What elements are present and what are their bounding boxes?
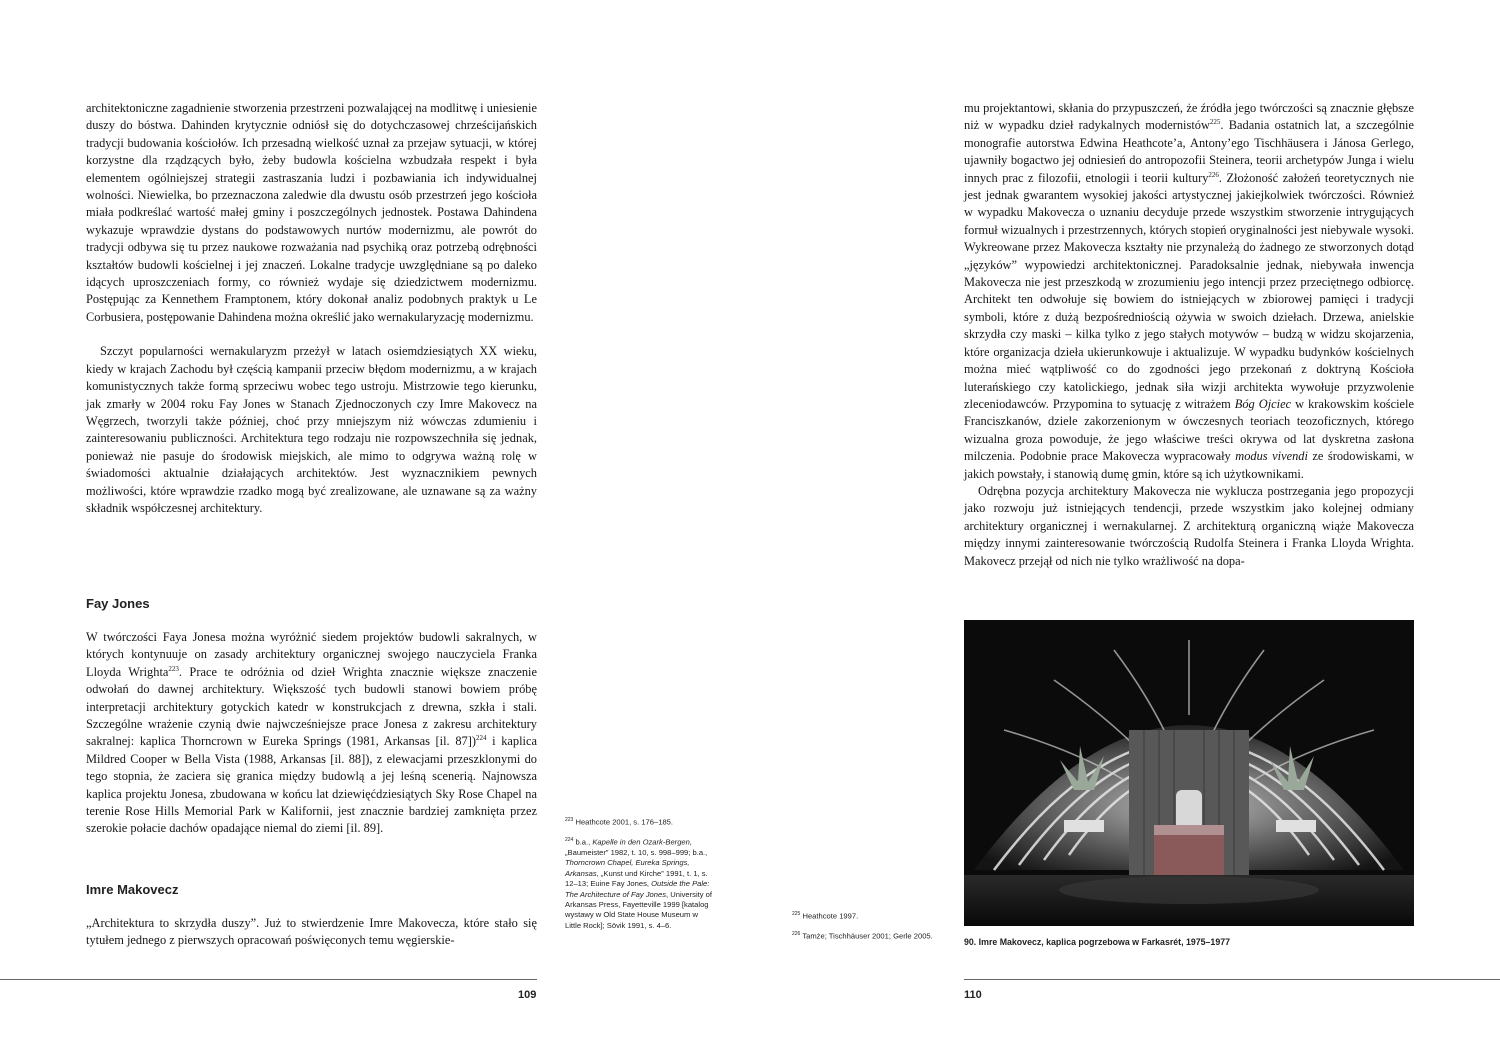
footnote-226	[792, 929, 942, 942]
italic-title: Bóg Ojciec	[1234, 396, 1292, 411]
paragraph-part: . Złożoność założeń teoretycznych nie jest jednak gwarantem wysokiej jakości artystycznej jakiejkolwiek twórczości. Również w wypadku Makovecza o uznaniu decyduje przede wszystkim stworzenie intrygujących formuł wizualnych i przestrzennych, których stopień oryginalności jest niebywale wysoki. Wykreowane przez Makovecza kształty nie przynależą do żadnego ze stworzonych dotąd „języków” wypowiedzi architektonicznej. Paradoksalnie jednak, niebywała inwencja Makovecza nie jest przeszkodą w zrozumieniu jego intencji przez przeciętnego odbiorcę. Architekt ten odwołuje się bowiem do istniejących w zbiorowej pamięci i tradycji symboli, które z dużą bezpośredniością ożywia w swoich dziełach. Drzewa, anielskie skrzydła czy maski – kilka tylko z jego stałych motywów – budzą w widzu skojarzenia, które organizacja dzieła ukierunkowuje i aktualizuje. W wypadku budynków kościelnych można mieć wątpliwość co do zgodności jego przekonań z doktryną Kościoła luterańskiego czy katolickiego, jednak siła wizji architekta wywołuje przyzwolenie zleceniodawców. Przypomina to sytuację z witrażem	[964, 170, 1414, 411]
paragraph-part: ze środowiskami, w jakich powstały, i stanowią dumę gmin, które są ich użytkownikami.	[964, 449, 1414, 481]
footnote-ref-224: 224	[475, 734, 487, 743]
right-page	[750, 0, 1500, 1061]
bottom-rule-right	[964, 979, 1500, 980]
page-number-right: 110	[964, 989, 982, 1001]
footnote-225	[792, 909, 942, 922]
paragraph	[964, 100, 1414, 483]
section-heading-fay-jones: Fay Jones	[86, 596, 150, 611]
right-text-top	[964, 100, 1414, 570]
left-text-fay	[86, 629, 537, 838]
footnote-224	[565, 835, 715, 931]
paragraph: Odrębna pozycja architektury Makovecza nie wyklucza postrzegania jego propozycji jako rozwoju już istniejących tendencji, przede wszystkim jako kolejnej odmiany architektury organicznej i wernakularnej. Z architekturą organiczną wiąże Makovecza między innymi zainteresowanie twórczością Rudolfa Steinera i Franka Lloyda Wrighta. Makovecz przejął od nich nie tylko wrażliwość na dopa-	[964, 483, 1414, 568]
page-number-left: 109	[518, 989, 537, 1001]
section-heading-imre-makovecz: Imre Makovecz	[86, 882, 179, 897]
footnote-italic: Kapelle in den Ozark-Bergen,	[592, 837, 692, 847]
paragraph-part: w krakowskim kościele Franciszkanów, dziele zakorzenionym w ówczesnych teoriach teozoficznych, którego wizualna groza powoduje, że jego właściwe treści okrywa od lat dyskretna zasłona milczenia. Podobnie prace Makovecza wypracowały	[964, 396, 1414, 464]
paragraph-part: mu projektantowi, skłania do przypuszczeń, że źródła jego twórczości są znacznie głębsze niż w wypadku dzieł radykalnych modernistów	[964, 101, 1414, 133]
paragraph-part: . Badania ostatnich lat, a szczególnie monografie autorstwa Edwina Heathcote’a, Antony’ego Tischhäusera i Jánosa Gerlego, ujawniły bogactwo jej odniesień do antropozofii Steinera, teorii archetypów Junga i wielu innych prac z filozofii, etnologii i teorii kultury	[964, 118, 1414, 185]
footnote-ref-223: 223	[168, 664, 179, 673]
footnote-text: Heathcote 2001, s. 176–185.	[575, 817, 673, 827]
footnote-text: Tamże; Tischhäuser 2001; Gerle 2005.	[802, 931, 933, 941]
chapel-interior-photo	[964, 620, 1414, 926]
footnote-number: 223	[565, 817, 574, 823]
bottom-rule-left	[0, 979, 537, 980]
paragraph-part: W twórczości Faya Jonesa można wyróżnić siedem projektów budowli sakralnych, w których kontynuuje on zasady architektury organicznej swojego nauczyciela Franka Lloyda Wrighta	[86, 630, 537, 679]
footnote-text: „Baumeister” 1982, t. 10, s. 998–999; b.a.,	[565, 847, 708, 857]
footnote-italic: Outside the Pale: The Architecture of Fay Jones	[565, 879, 710, 899]
footnote-ref-225: 225	[1209, 118, 1221, 127]
footnote-number: 226	[792, 930, 801, 937]
figure-caption: 90. Imre Makovecz, kaplica pogrzebowa w Farkasrét, 1975–1977	[964, 937, 1231, 947]
footnotes-left	[565, 815, 715, 938]
paragraph	[86, 629, 537, 838]
left-text-makovecz	[86, 915, 537, 950]
italic-phrase: modus vivendi	[1235, 449, 1308, 464]
footnote-223	[565, 815, 715, 828]
paragraph: Szczyt popularności wernakularyzm przeżył w latach osiemdziesiątych XX wieku, kiedy w krajach Zachodu był częścią kampanii przeciw błędom modernizmu, a w krajach komunistycznych także formą sprzeciwu wobec tego ustroju. Mistrzowie tego kierunku, jak zmarły w 2004 roku Fay Jones w Stanach Zjednoczonych czy Imre Makovecz na Węgrzech, tworzyli także później, choć przy mniejszym niż wówczas zdumieniu i zainteresowaniu publiczności. Architektura tego rodzaju nie rozpowszechniła się jednak, ponieważ nie pasuje do środowisk miejskich, ale mimo to odgrywa ważną rolę w świadomości aktualnie działających architektów. Jest wyznacznikiem pewnych możliwości, które wprawdzie rzadko mogą być zrealizowane, ale uznawane są za ważny składnik współczesnej architektury.	[86, 344, 537, 515]
left-text-top	[86, 100, 537, 517]
paragraph-part: i kaplica Mildred Cooper w Bella Vista (1988, Arkansas [il. 88]), z elewacjami przeszklonymi do tego stopnia, że zaciera się granica między budowlą a jej leśną scenerią. Najnowsza kaplica projektu Jonesa, zbudowana w końcu lat dziewięćdziesiątych Sky Rose Chapel na terenie Rose Hills Memorial Park w Kalifornii, jest znacznie bardziej zamknięta przez szerokie połacie dachów opadające niemal do ziemi [il. 89].	[86, 734, 538, 836]
footnote-text: Heathcote 1997.	[802, 911, 859, 921]
paragraph: architektoniczne zagadnienie stworzenia przestrzeni pozwalającej na modlitwę i uniesienie duszy do bóstwa. Dahinden krytycznie odniósł się do dotychczasowej chrześcijańskich tradycji budowania kościołów. Ich przesadną wielkość uznał za przejaw sytuacji, w której korzystne dla rządzących było, żeby budowla kościelna wzbudzała respekt i była elementem ogólniejszej strategii zastraszania ludzi i pozbawiania ich indywidualnej wolności. Niewielka, bo przeznaczona zaledwie dla dwustu osób przestrzeń jego kościoła miała podkreślać wartość małej gminy i poszczególnych jednostek. Postawa Dahindena wykazuje wprawdzie dystans do podstawowych nurtów modernizmu, ale powrót do tradycji odbywa się tu przez naukowe rozważania nad psychiką oraz potrzebą odrębności kształtów budowli kościelnej i jej znaczeń. Lokalne tradycje uwzględniane są po daleko idących uproszczeniach formy, co również wydaje się dziedzictwem modernizmu. Postępując za Kennethem Framptonem, który dokonał analiz podobnych praktyk u Le Corbusiera, postępowanie Dahindena można określić jako wernakularyzację modernizmu.	[86, 101, 537, 324]
footnote-ref-226: 226	[1208, 170, 1219, 179]
footnote-text: , „Kunst und Kirche” 1991, t. 1, s. 12–13; Euine Fay Jones,	[565, 868, 708, 889]
footnotes-right	[792, 909, 942, 949]
paragraph: „Architektura to skrzydła duszy”. Już to stwierdzenie Imre Makovecza, które stało się tytułem jednego z pierwszych opracowań poświęconych temu węgierskie-	[86, 916, 537, 948]
footnote-italic: Thorncrown Chapel, Eureka Springs, Arkansas	[565, 858, 690, 878]
paragraph-part: . Prace te odróżnia od dzieł Wrighta znacznie większe znaczenie odwołań do dawnej architektury. Większość tych budowli stanowi bowiem próbę interpretacji architektury gotyckich katedr w konstrukcjach z drewna, szkła i stali. Szczególne wrażenie czynią dwie najwcześniejsze prace Jonesa z zakresu architektury sakralnej: kaplica Thorncrown w Eureka Springs (1981, Arkansas [il. 87])	[86, 664, 538, 749]
footnote-number: 224	[565, 836, 574, 843]
footnote-number: 225	[792, 911, 801, 917]
footnote-text: , University of Arkansas Press, Fayetteville 1999 [katalog wystawy w Old State House Museum w Little Rock]; Sövik 1991, s. 4–6.	[565, 889, 713, 930]
footnote-text: b.a.,	[575, 837, 593, 847]
